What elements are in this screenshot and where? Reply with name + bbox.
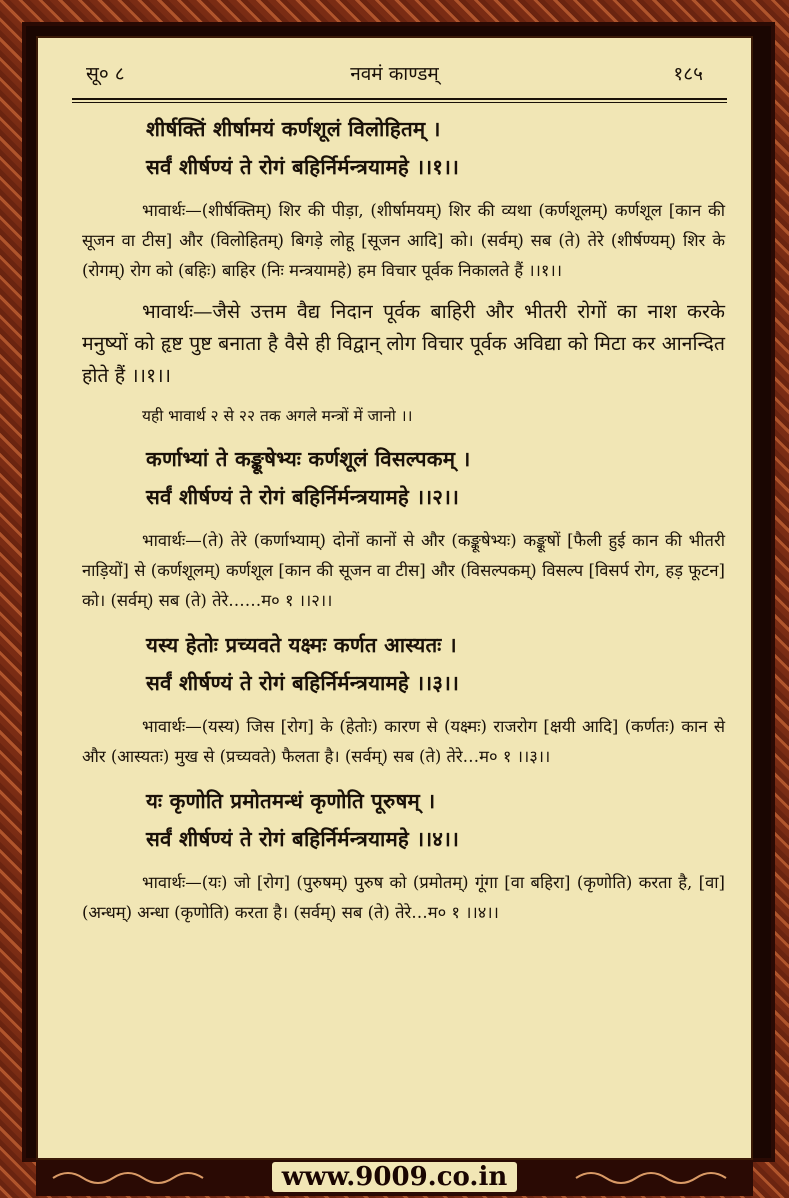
page-number: १८५	[673, 63, 703, 85]
kanda-title: नवमं काण्डम्	[350, 63, 439, 85]
book-page	[36, 36, 753, 1160]
word-meaning: भावार्थः—(ते) तेरे (कर्णाभ्याम्) दोनों कानों से और (कङ्कूषेभ्यः) कङ्कूषों [फैली हुई कान की भीतरी नाड़ियों] से (कर्णशूलम्) कर्णशूल [कान की सूजन वा टीस] और (विसल्पकम्) विसल्प [विसर्प रोग, हड़ फूटन] को। (सर्वम्) सब (ते) तेरे……म० १ ।।२।।	[82, 531, 725, 610]
footer-url[interactable]	[0, 1162, 789, 1192]
verse-line: सर्वं शीर्षण्यं ते रोगं बहिर्निर्मन्त्रयामहे ।।४।।	[146, 827, 460, 851]
note-line: यही भावार्थ २ से २२ तक अगले मन्त्रों में जानो ।।	[142, 407, 413, 425]
verse-line: सर्वं शीर्षण्यं ते रोगं बहिर्निर्मन्त्रयामहे ।।२।।	[146, 485, 460, 509]
page-header	[72, 60, 717, 90]
verse-line: यः कृणोति प्रमोतमन्धं कृणोति पूरुषम् ।	[146, 789, 436, 813]
verse-line: यस्य हेतोः प्रच्यवते यक्ष्मः कर्णत आस्यतः ।	[146, 633, 457, 657]
sukta-number: सू० ८	[86, 63, 125, 85]
word-meaning: भावार्थः—(यः) जो [रोग] (पुरुषम्) पुरुष को (प्रमोतम्) गूंगा [वा बहिरा] (कृणोति) करता है, [वा] (अन्धम्) अन्धा (कृणोति) करता है। (सर्वम्) सब (ते) तेरे…म० १ ।।४।।	[82, 873, 725, 922]
header-rule	[72, 98, 727, 100]
page-content	[82, 110, 725, 928]
word-meaning: भावार्थः—(यस्य) जिस [रोग] के (हेतोः) कारण से (यक्ष्मः) राजरोग [क्षयी आदि] (कर्णतः) कान से और (आस्यतः) मुख से (प्रच्यवते) फैलता है। (सर्वम्) सब (ते) तेरे…म० १ ।।३।।	[82, 717, 725, 766]
verse-line: सर्वं शीर्षण्यं ते रोगं बहिर्निर्मन्त्रयामहे ।।१।।	[146, 155, 460, 179]
verse-line: कर्णाभ्यां ते कङ्कूषेभ्यः कर्णशूलं विसल्पकम् ।	[146, 447, 471, 471]
header-rule-thin	[72, 102, 727, 103]
footer-url-text[interactable]: www.9009.co.in	[272, 1162, 518, 1192]
word-meaning: भावार्थः—(शीर्षक्तिम्) शिर की पीड़ा, (शीर्षामयम्) शिर की व्यथा (कर्णशूलम्) कर्णशूल [कान की सूजन वा टीस] और (विलोहितम्) बिगड़े लोहू [सूजन आदि] को। (सर्वम्) सब (ते) तेरे (शीर्षण्यम्) शिर के (रोगम्) रोग को (बहिः) बाहिर (निः मन्त्रयामहे) हम विचार पूर्वक निकालते हैं ।।१।।	[82, 201, 725, 280]
verse-line: शीर्षक्तिं शीर्षामयं कर्णशूलं विलोहितम् ।	[146, 117, 441, 141]
verse-line: सर्वं शीर्षण्यं ते रोगं बहिर्निर्मन्त्रयामहे ।।३।।	[146, 671, 460, 695]
meaning-paragraph: भावार्थः—जैसे उत्तम वैद्य निदान पूर्वक बाहिरी और भीतरी रोगों का नाश करके मनुष्यों को हृष्ट पुष्ट बनाता है वैसे ही विद्वान् लोग विचार पूर्वक अविद्या को मिटा कर आनन्दित होते हैं ।।१।।	[82, 300, 725, 387]
